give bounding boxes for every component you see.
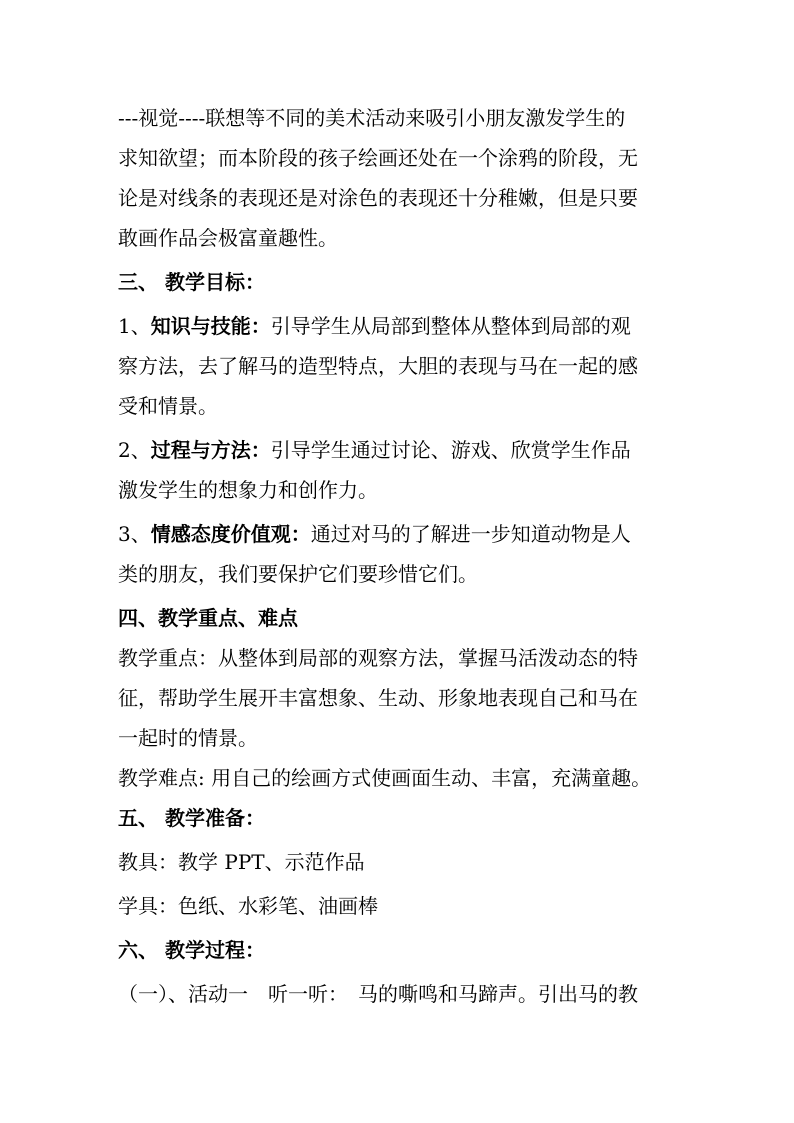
activity-1-line: （一）、活动一 听一听： 马的嘶鸣和马蹄声。引出马的教 xyxy=(118,982,638,1006)
intro-line-1: ---视觉----联想等不同的美术活动来吸引小朋友激发学生的 xyxy=(118,106,626,130)
intro-line-4: 敢画作品会极富童趣性。 xyxy=(118,226,338,250)
goal-3-line-2: 类的朋友，我们要保护它们要珍惜它们。 xyxy=(118,562,478,586)
goal-2-line-1 xyxy=(118,430,678,470)
goal-1-line-3: 受和情景。 xyxy=(118,394,218,418)
goal-3-label: 情感态度价值观： xyxy=(150,522,311,546)
goal-1-label: 知识与技能： xyxy=(150,314,271,338)
focus-line-2: 征，帮助学生展开丰富想象、生动、形象地表现自己和马在 xyxy=(118,686,638,710)
intro-line-2: 求知欲望；而本阶段的孩子绘画还处在一个涂鸦的阶段，无 xyxy=(118,146,638,170)
goal-1-text-1: 引导学生从局部到整体从整体到局部的观 xyxy=(270,314,631,338)
goal-3-text-1: 通过对马的了解进一步知道动物是人 xyxy=(310,522,631,546)
teacher-tools-line: 教具：教学 PPT、示范作品 xyxy=(118,850,365,874)
intro-line-3: 论是对线条的表现还是对涂色的表现还十分稚嫩，但是只要 xyxy=(118,186,638,210)
section-6-heading: 六、 教学过程： xyxy=(118,938,265,962)
goal-2-number: 2、 xyxy=(118,438,151,462)
goal-3-line-1 xyxy=(118,514,678,554)
goal-2-text-1: 引导学生通过讨论、游戏、欣赏学生作品 xyxy=(270,438,631,462)
goal-1-number: 1、 xyxy=(118,314,151,338)
goal-3-number: 3、 xyxy=(118,522,151,546)
goal-1-line-1 xyxy=(118,306,678,346)
student-tools-line: 学具：色纸、水彩笔、油画棒 xyxy=(118,894,378,918)
difficulty-line: 教学难点: 用自己的绘画方式使画面生动、丰富，充满童趣。 xyxy=(118,766,652,790)
section-3-heading: 三、 教学目标： xyxy=(118,270,265,294)
goal-1-line-2: 察方法，去了解马的造型特点，大胆的表现与马在一起的感 xyxy=(118,354,638,378)
goal-2-label: 过程与方法： xyxy=(150,438,271,462)
focus-line-1: 教学重点：从整体到局部的观察方法，掌握马活泼动态的特 xyxy=(118,646,638,670)
section-4-heading: 四、教学重点、难点 xyxy=(118,606,298,630)
section-5-heading: 五、 教学准备： xyxy=(118,806,265,830)
goal-2-line-2: 激发学生的想象力和创作力。 xyxy=(118,478,378,502)
focus-line-3: 一起时的情景。 xyxy=(118,726,258,750)
document-body xyxy=(118,98,678,1014)
